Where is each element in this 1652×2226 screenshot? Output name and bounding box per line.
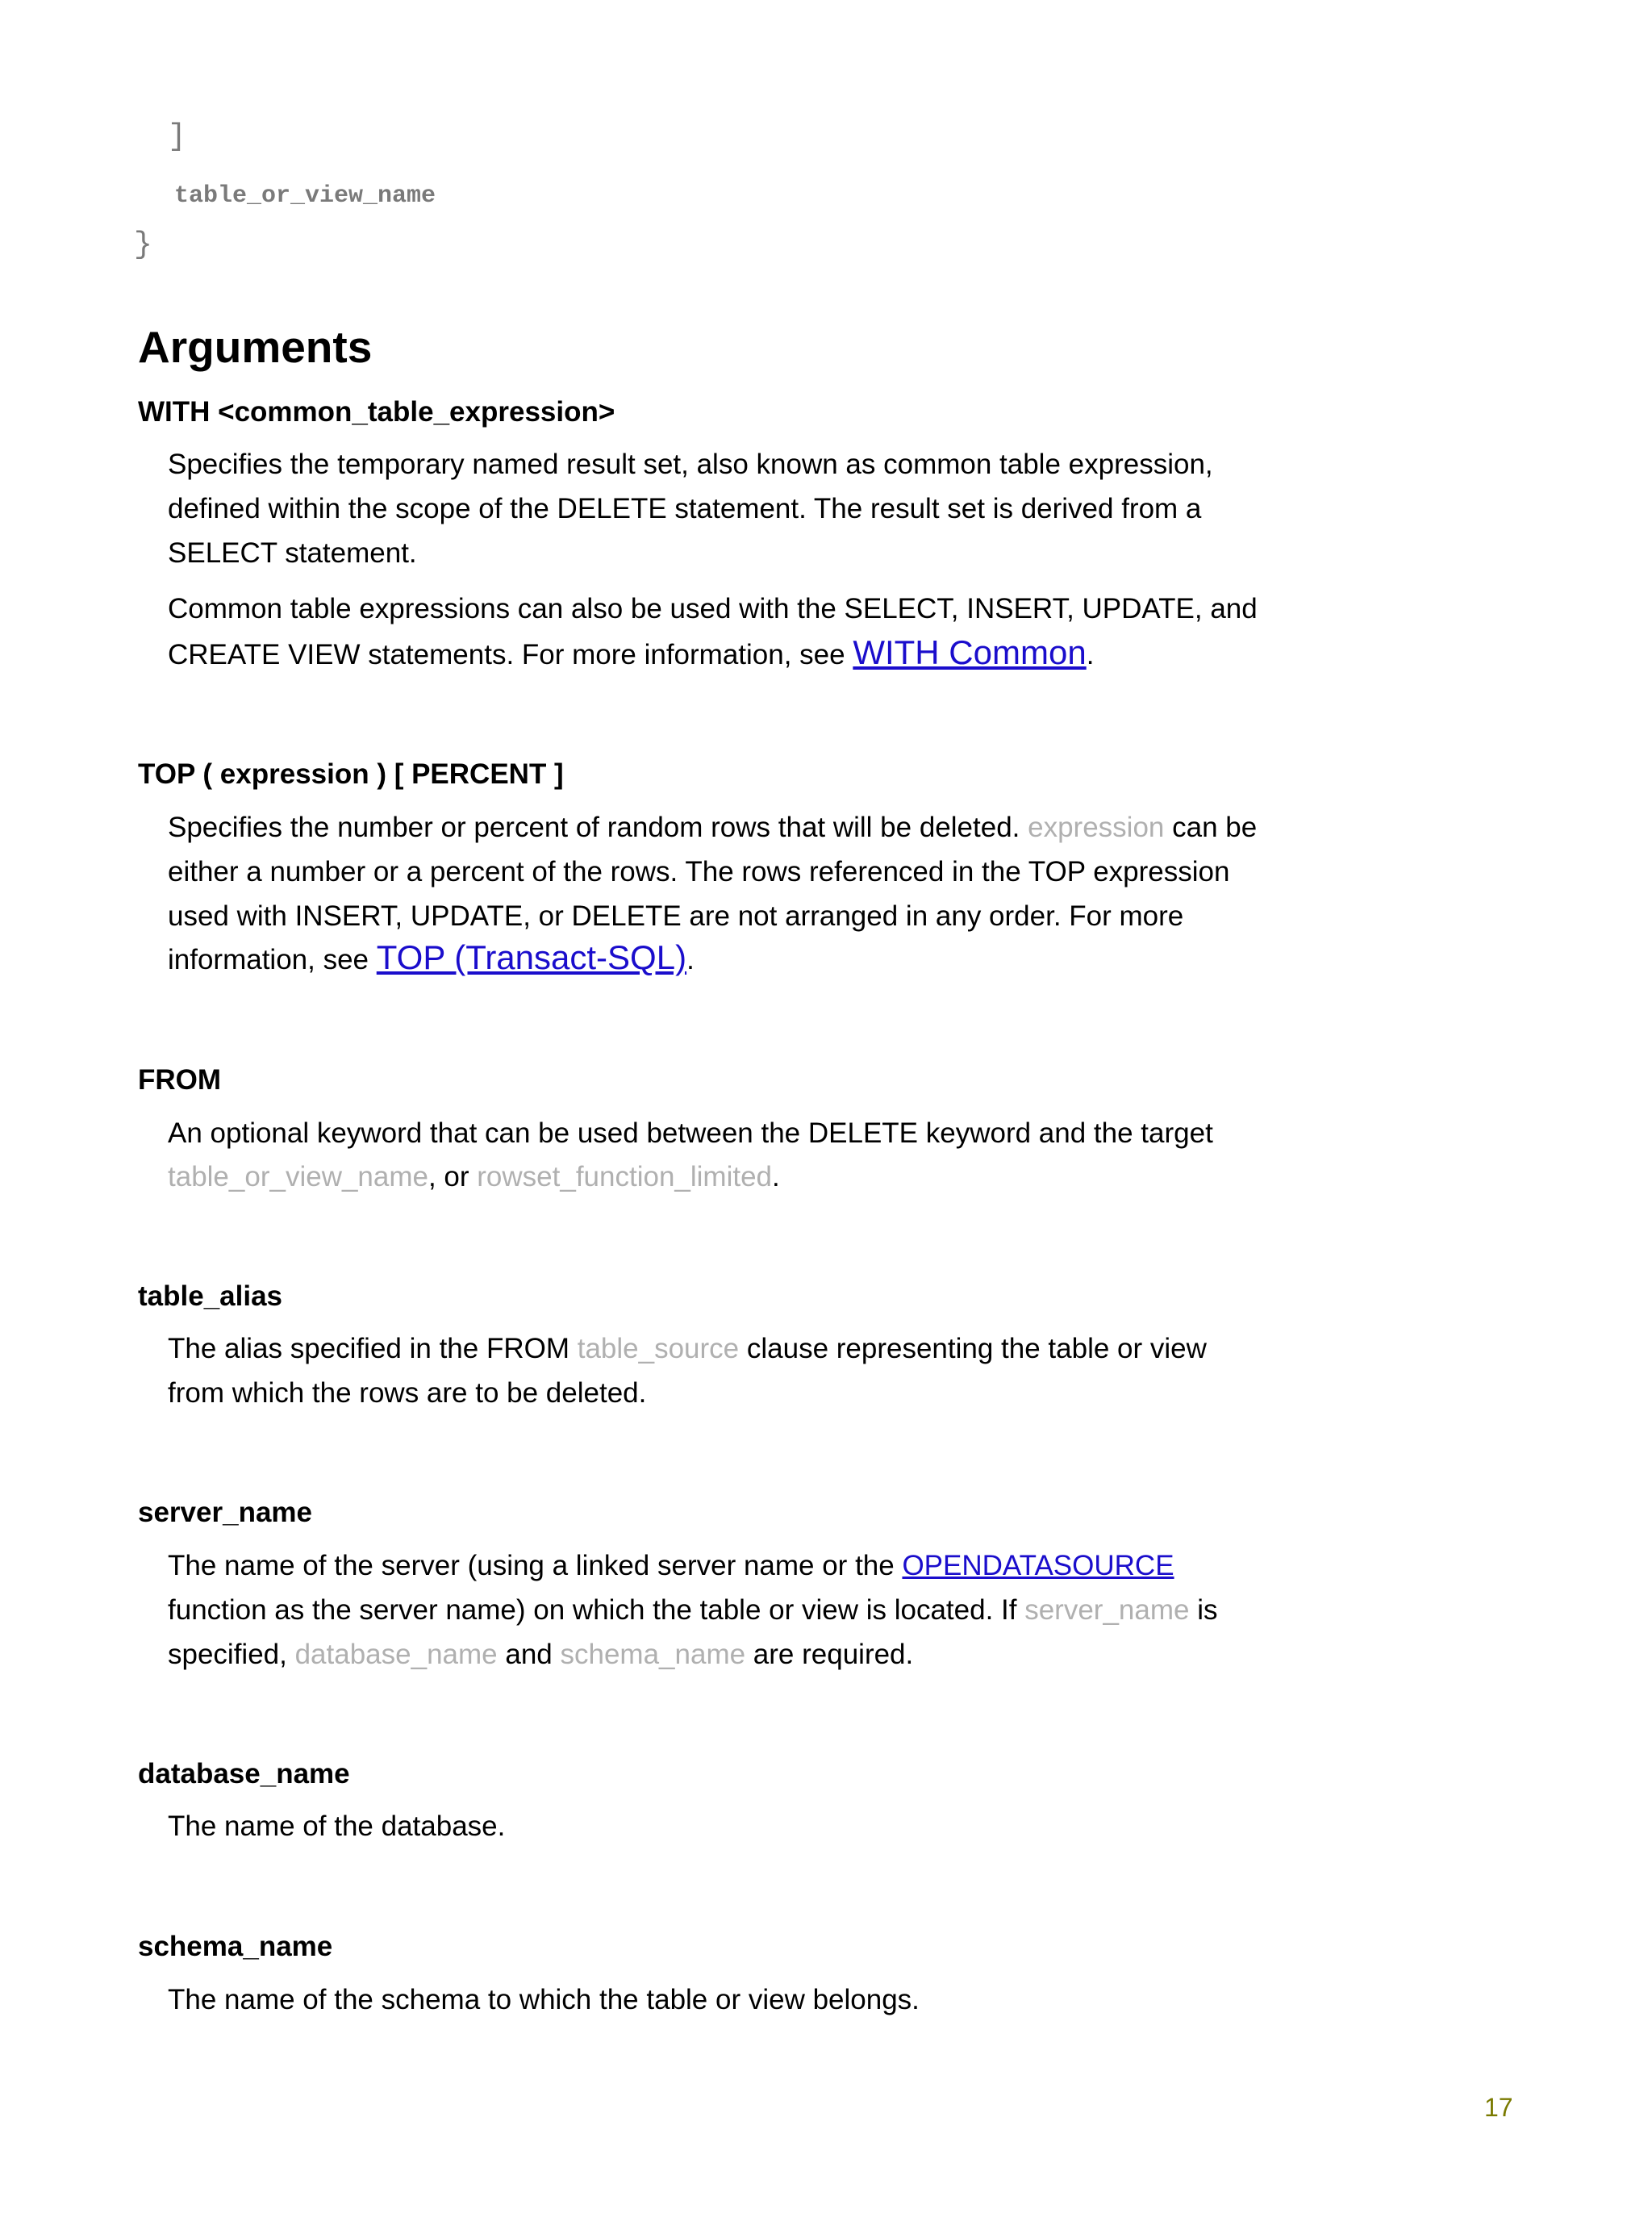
text-run: , or (428, 1161, 478, 1192)
opendatasource-link[interactable]: OPENDATASOURCE (902, 1550, 1174, 1581)
term-database-name: database_name (138, 1758, 350, 1790)
argument-server-name: server_name (1024, 1594, 1190, 1626)
text-run: Specifies the number or percent of random rows that will be deleted. (168, 812, 1028, 843)
text-run: is (1189, 1594, 1218, 1626)
argument-database-name: database_name (294, 1639, 498, 1670)
term-top: TOP ( expression ) [ PERCENT ] (138, 758, 564, 790)
text-line: either a number or a percent of the rows. The rows referenced in the TOP expression (168, 856, 1230, 887)
top-transact-sql-link[interactable]: TOP (Transact-SQL) (376, 938, 687, 976)
text-run: function as the server name) on which the table or view is located. If (168, 1594, 1025, 1626)
syntax-close-bracket: ] (168, 119, 186, 154)
text-run: and (497, 1639, 561, 1670)
text-line: The name of the database. (168, 1810, 506, 1842)
text-run: clause representing the table or view (739, 1333, 1207, 1364)
text-line (168, 938, 695, 977)
text-line (168, 1594, 1217, 1627)
text-line: Common table expressions can also be used with the SELECT, INSERT, UPDATE, and (168, 593, 1258, 624)
text-run: information, see (168, 944, 377, 975)
text-run: are required. (745, 1639, 914, 1670)
text-line (168, 1333, 1207, 1365)
text-run: CREATE VIEW statements. For more information, see (168, 639, 853, 670)
page-number: 17 (1484, 2093, 1513, 2122)
text-line: SELECT statement. (168, 537, 417, 569)
text-line: The name of the schema to which the table or view belongs. (168, 1984, 920, 2015)
term-from: FROM (138, 1064, 222, 1096)
text-line: from which the rows are to be deleted. (168, 1377, 647, 1409)
text-line: An optional keyword that can be used between the DELETE keyword and the target (168, 1117, 1213, 1149)
term-server-name: server_name (138, 1497, 312, 1528)
argument-schema-name: schema_name (560, 1639, 746, 1670)
argument-rowset-function-limited: rowset_function_limited (477, 1161, 773, 1192)
term-schema-name: schema_name (138, 1931, 333, 1962)
text-line (168, 1639, 913, 1671)
text-line (168, 812, 1257, 844)
text-line (168, 1161, 780, 1193)
text-line: defined within the scope of the DELETE statement. The result set is derived from a (168, 493, 1202, 524)
arguments-heading: Arguments (138, 322, 373, 372)
text-run: specified, (168, 1639, 295, 1670)
text-run: . (1086, 639, 1095, 670)
text-line: Specifies the temporary named result set, also known as common table expression, (168, 449, 1213, 480)
text-run: . (772, 1161, 780, 1192)
text-run: The name of the server (using a linked server name or the (168, 1550, 903, 1581)
syntax-close-brace: } (134, 228, 152, 262)
text-line (168, 1550, 1174, 1582)
term-with-cte: WITH <common_table_expression> (138, 396, 615, 428)
argument-expression: expression (1028, 812, 1165, 843)
syntax-table-name: table_or_view_name (174, 182, 436, 210)
text-run: . (686, 944, 695, 975)
argument-table-source: table_source (577, 1333, 740, 1364)
text-line: used with INSERT, UPDATE, or DELETE are not arranged in any order. For more (168, 900, 1184, 932)
with-common-link[interactable]: WITH Common (853, 633, 1087, 671)
text-run: The alias specified in the FROM (168, 1333, 578, 1364)
text-line (168, 633, 1094, 672)
text-run: can be (1164, 812, 1258, 843)
term-table-alias: table_alias (138, 1280, 282, 1312)
argument-table-or-view-name: table_or_view_name (168, 1161, 428, 1192)
